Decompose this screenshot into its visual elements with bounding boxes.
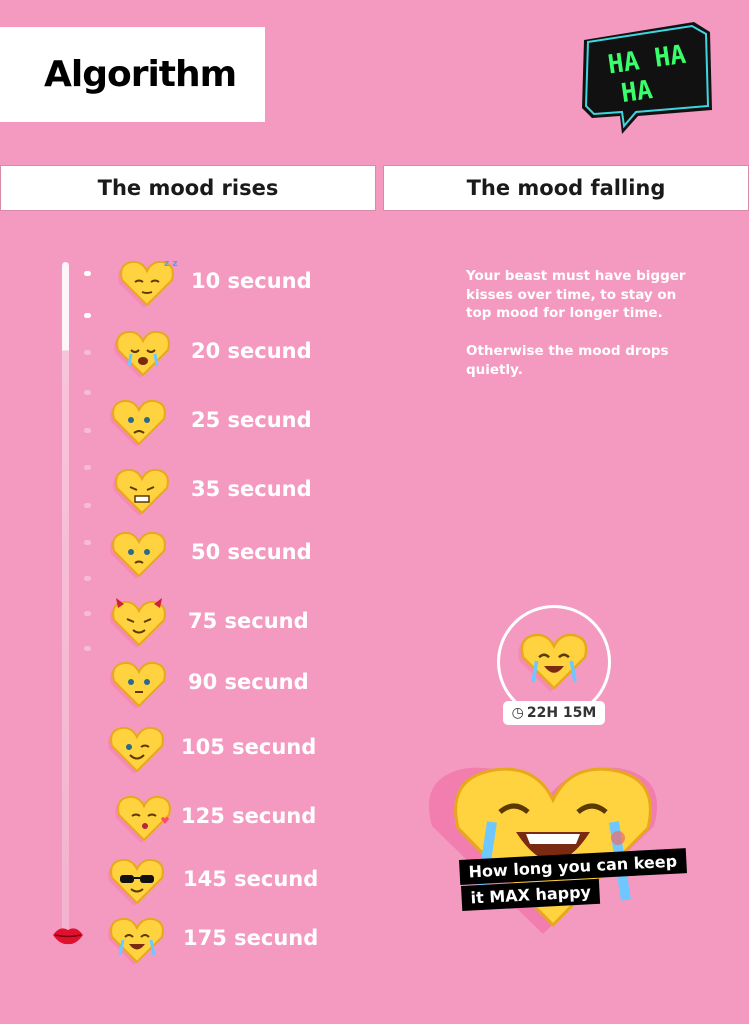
mood-label: 90 secund [188,670,309,694]
mood-label: 25 secund [191,408,312,432]
mood-label: 145 secund [183,867,319,891]
timer-pill [503,701,605,725]
sleepy-heart-icon [118,258,176,308]
mood-row [0,793,360,843]
track-dot [84,313,91,318]
crying-heart-icon [114,328,172,378]
kiss-heart-icon [115,793,173,843]
neutral-heart-icon [110,659,168,709]
track-dot [84,390,91,395]
mood-label: 20 secund [191,339,312,363]
mood-label: 175 secund [183,926,319,950]
clock-icon: ◷ [511,705,524,721]
devil-heart-icon [110,598,168,648]
sad-heart-icon [110,397,168,447]
mood-label: 75 secund [188,609,309,633]
page-title: Algorithm [0,27,265,122]
mood-row [0,915,360,965]
laughing-heart-icon [108,915,166,965]
header-mood-rises: The mood rises [0,165,376,211]
mood-label: 35 secund [191,477,312,501]
mood-label: 105 secund [181,735,317,759]
mood-row [0,529,360,579]
mood-row [0,724,360,774]
caption-line-1: How long you can keep [459,848,687,885]
header-mood-falling: The mood falling [383,165,749,211]
teary-heart-icon [110,529,168,579]
grimace-heart-icon [113,466,171,516]
mood-row [0,397,360,447]
timer-value: 22H 15M [526,705,597,721]
laughing-heart-icon [518,630,590,692]
mood-row [0,856,360,906]
mood-row [0,466,360,516]
wink-heart-icon [108,724,166,774]
sunglasses-heart-icon [108,856,166,906]
description-paragraph-1: Your beast must have bigger kisses over time, to stay on top mood for longer time. [466,268,686,321]
mood-row [0,659,360,709]
mood-row [0,328,360,378]
svg-text:HA: HA [619,75,655,110]
description-paragraph-2: Otherwise the mood drops quietly. [466,343,669,378]
svg-text:z z: z z [164,259,178,269]
mood-label: 125 secund [181,804,317,828]
mood-label: 10 secund [191,269,312,293]
haha-speech-bubble-icon [578,18,716,138]
mood-row [0,598,360,648]
mood-label: 50 secund [191,540,312,564]
mood-row [0,258,360,308]
svg-text:HA HA: HA HA [606,39,688,81]
caption-line-2: it MAX happy [461,879,601,911]
